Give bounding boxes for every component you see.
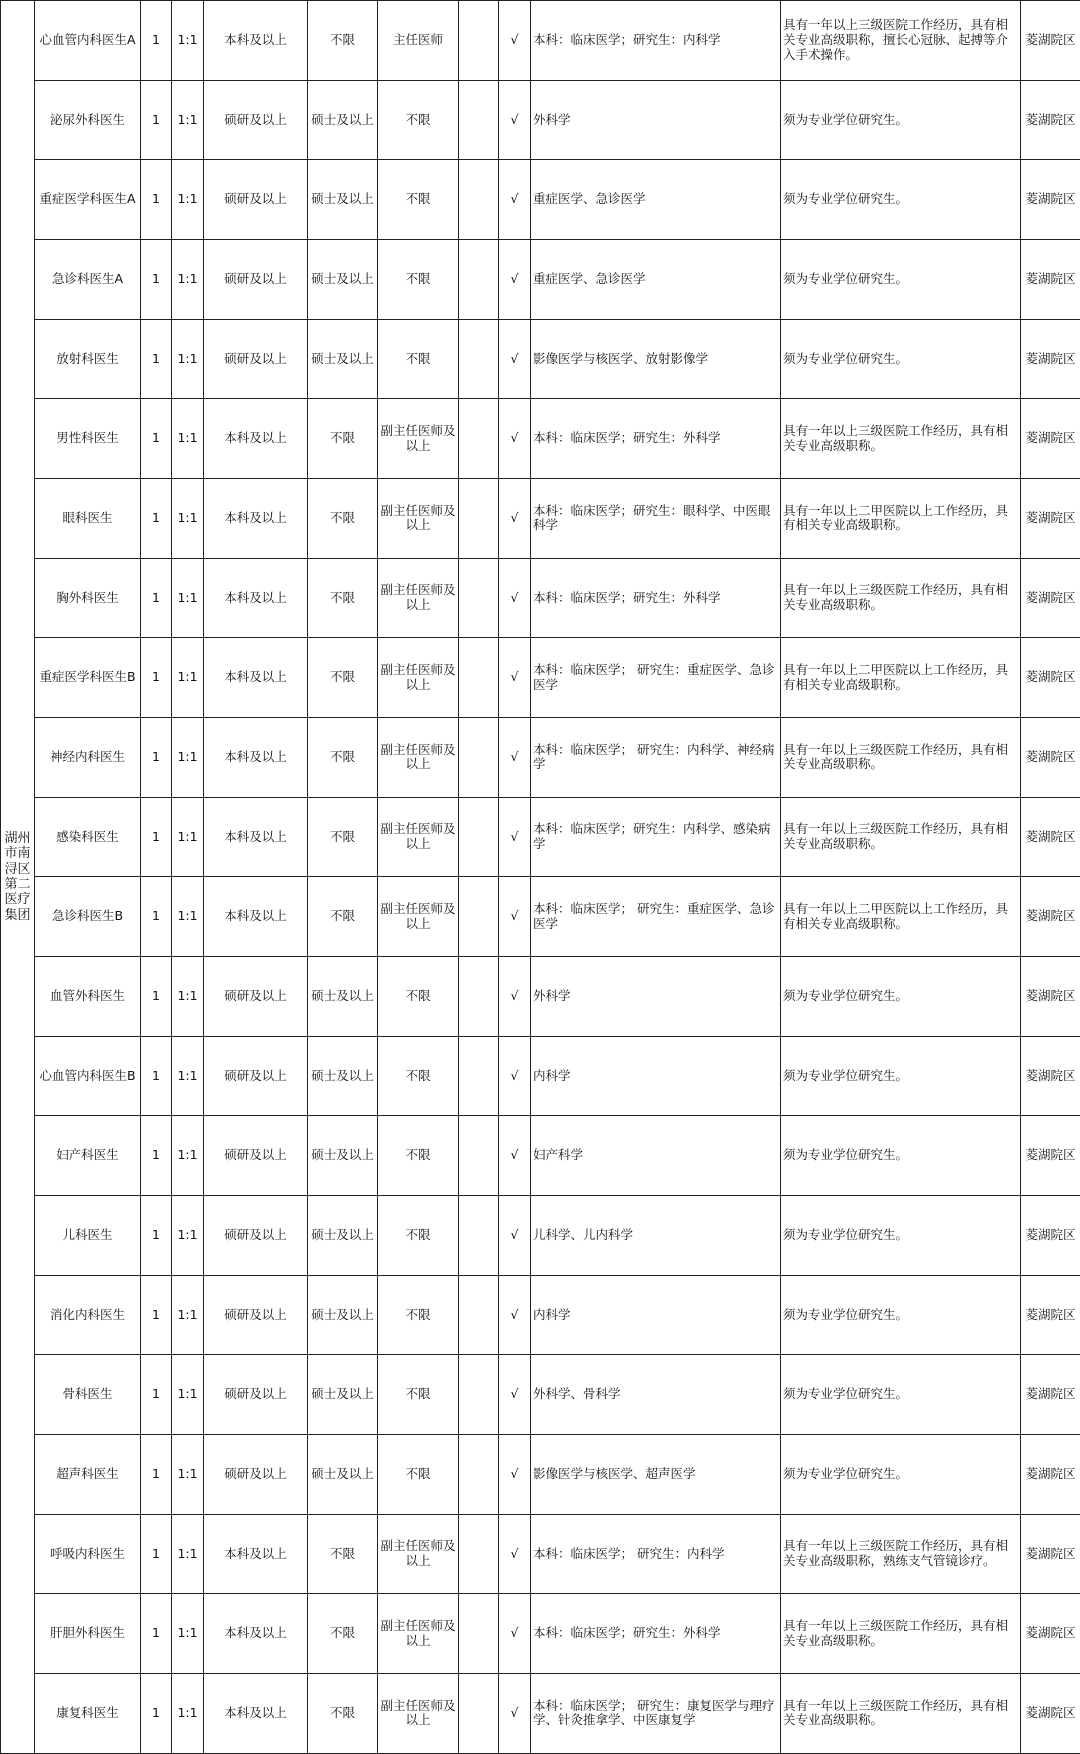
degree-cell: 不限 bbox=[308, 797, 378, 877]
headcount-cell: 1 bbox=[141, 797, 172, 877]
professional-title-cell: 不限 bbox=[378, 1196, 459, 1276]
unit-name-cell bbox=[1, 1, 35, 1754]
professional-title-cell: 不限 bbox=[378, 1116, 459, 1196]
post-name-cell: 胸外科医生 bbox=[35, 558, 141, 638]
major-cell: 重症医学、急诊医学 bbox=[531, 160, 781, 240]
checkmark-cell: √ bbox=[499, 479, 531, 559]
unit-name: 湖州市南浔区第二医疗集团 bbox=[3, 831, 32, 923]
education-cell: 本科及以上 bbox=[204, 718, 308, 798]
table-row bbox=[1, 957, 1080, 1037]
degree-cell: 不限 bbox=[308, 1594, 378, 1674]
campus-cell: 菱湖院区 bbox=[1021, 638, 1080, 718]
ratio-cell: 1:1 bbox=[172, 240, 204, 320]
post-name-cell: 急诊科医生B bbox=[35, 877, 141, 957]
ratio-cell: 1:1 bbox=[172, 80, 204, 160]
education-cell: 本科及以上 bbox=[204, 877, 308, 957]
headcount-cell: 1 bbox=[141, 479, 172, 559]
ratio-cell: 1:1 bbox=[172, 1, 204, 81]
professional-title-cell: 副主任医师及以上 bbox=[378, 1674, 459, 1754]
requirement-cell: 具有一年以上三级医院工作经历，具有相关专业高级职称。 bbox=[781, 797, 1021, 877]
checkmark-cell: √ bbox=[499, 1674, 531, 1754]
checkmark-cell: √ bbox=[499, 1594, 531, 1674]
degree-cell: 硕士及以上 bbox=[308, 1196, 378, 1276]
post-name-cell: 呼吸内科医生 bbox=[35, 1514, 141, 1594]
education-cell: 本科及以上 bbox=[204, 797, 308, 877]
table-row bbox=[1, 1, 1080, 81]
table-row bbox=[1, 479, 1080, 559]
major-cell: 本科：临床医学；研究生：内科学、感染病学 bbox=[531, 797, 781, 877]
education-cell: 本科及以上 bbox=[204, 558, 308, 638]
campus-cell: 菱湖院区 bbox=[1021, 399, 1080, 479]
major-cell: 内科学 bbox=[531, 1275, 781, 1355]
professional-title-cell: 不限 bbox=[378, 957, 459, 1037]
degree-cell: 硕士及以上 bbox=[308, 319, 378, 399]
requirement-cell: 须为专业学位研究生。 bbox=[781, 1355, 1021, 1435]
headcount-cell: 1 bbox=[141, 1, 172, 81]
degree-cell: 硕士及以上 bbox=[308, 80, 378, 160]
campus-cell: 菱湖院区 bbox=[1021, 558, 1080, 638]
ratio-cell: 1:1 bbox=[172, 1116, 204, 1196]
table-row bbox=[1, 399, 1080, 479]
blank-cell bbox=[459, 797, 499, 877]
ratio-cell: 1:1 bbox=[172, 1196, 204, 1276]
blank-cell bbox=[459, 1355, 499, 1435]
education-cell: 本科及以上 bbox=[204, 399, 308, 479]
requirement-cell: 具有一年以上三级医院工作经历，具有相关专业高级职称。 bbox=[781, 399, 1021, 479]
table-row bbox=[1, 1514, 1080, 1594]
professional-title-cell: 副主任医师及以上 bbox=[378, 797, 459, 877]
education-cell: 硕研及以上 bbox=[204, 1355, 308, 1435]
table-row bbox=[1, 1674, 1080, 1754]
major-cell: 外科学 bbox=[531, 80, 781, 160]
headcount-cell: 1 bbox=[141, 1594, 172, 1674]
education-cell: 本科及以上 bbox=[204, 1, 308, 81]
ratio-cell: 1:1 bbox=[172, 877, 204, 957]
professional-title-cell: 副主任医师及以上 bbox=[378, 1594, 459, 1674]
ratio-cell: 1:1 bbox=[172, 1355, 204, 1435]
headcount-cell: 1 bbox=[141, 1674, 172, 1754]
major-cell: 重症医学、急诊医学 bbox=[531, 240, 781, 320]
campus-cell: 菱湖院区 bbox=[1021, 797, 1080, 877]
checkmark-cell: √ bbox=[499, 319, 531, 399]
degree-cell: 不限 bbox=[308, 399, 378, 479]
table-row bbox=[1, 1196, 1080, 1276]
headcount-cell: 1 bbox=[141, 399, 172, 479]
post-name-cell: 泌尿外科医生 bbox=[35, 80, 141, 160]
table-row bbox=[1, 638, 1080, 718]
blank-cell bbox=[459, 1, 499, 81]
requirement-cell: 具有一年以上三级医院工作经历，具有相关专业高级职称。 bbox=[781, 558, 1021, 638]
campus-cell: 菱湖院区 bbox=[1021, 1196, 1080, 1276]
blank-cell bbox=[459, 160, 499, 240]
blank-cell bbox=[459, 1674, 499, 1754]
requirement-cell: 须为专业学位研究生。 bbox=[781, 240, 1021, 320]
education-cell: 硕研及以上 bbox=[204, 957, 308, 1037]
checkmark-cell: √ bbox=[499, 718, 531, 798]
professional-title-cell: 副主任医师及以上 bbox=[378, 877, 459, 957]
post-name-cell: 心血管内科医生A bbox=[35, 1, 141, 81]
checkmark-cell: √ bbox=[499, 240, 531, 320]
headcount-cell: 1 bbox=[141, 877, 172, 957]
professional-title-cell: 副主任医师及以上 bbox=[378, 479, 459, 559]
post-name-cell: 超声科医生 bbox=[35, 1435, 141, 1515]
education-cell: 硕研及以上 bbox=[204, 1275, 308, 1355]
blank-cell bbox=[459, 479, 499, 559]
post-name-cell: 急诊科医生A bbox=[35, 240, 141, 320]
blank-cell bbox=[459, 957, 499, 1037]
professional-title-cell: 副主任医师及以上 bbox=[378, 1514, 459, 1594]
ratio-cell: 1:1 bbox=[172, 1674, 204, 1754]
degree-cell: 硕士及以上 bbox=[308, 1355, 378, 1435]
major-cell: 本科：临床医学； 研究生：重症医学、急诊医学 bbox=[531, 877, 781, 957]
headcount-cell: 1 bbox=[141, 1514, 172, 1594]
campus-cell: 菱湖院区 bbox=[1021, 1275, 1080, 1355]
requirement-cell: 须为专业学位研究生。 bbox=[781, 1275, 1021, 1355]
checkmark-cell: √ bbox=[499, 797, 531, 877]
education-cell: 硕研及以上 bbox=[204, 240, 308, 320]
ratio-cell: 1:1 bbox=[172, 479, 204, 559]
post-name-cell: 放射科医生 bbox=[35, 319, 141, 399]
headcount-cell: 1 bbox=[141, 957, 172, 1037]
major-cell: 影像医学与核医学、放射影像学 bbox=[531, 319, 781, 399]
table-body bbox=[1, 1, 1080, 1754]
checkmark-cell: √ bbox=[499, 1116, 531, 1196]
ratio-cell: 1:1 bbox=[172, 319, 204, 399]
table-row bbox=[1, 877, 1080, 957]
ratio-cell: 1:1 bbox=[172, 1514, 204, 1594]
requirement-cell: 具有一年以上三级医院工作经历，具有相关专业高级职称。 bbox=[781, 1674, 1021, 1754]
campus-cell: 菱湖院区 bbox=[1021, 957, 1080, 1037]
requirement-cell: 须为专业学位研究生。 bbox=[781, 957, 1021, 1037]
degree-cell: 硕士及以上 bbox=[308, 1435, 378, 1515]
checkmark-cell: √ bbox=[499, 1036, 531, 1116]
professional-title-cell: 不限 bbox=[378, 1036, 459, 1116]
blank-cell bbox=[459, 1594, 499, 1674]
blank-cell bbox=[459, 1116, 499, 1196]
blank-cell bbox=[459, 1514, 499, 1594]
degree-cell: 硕士及以上 bbox=[308, 160, 378, 240]
campus-cell: 菱湖院区 bbox=[1021, 160, 1080, 240]
professional-title-cell: 副主任医师及以上 bbox=[378, 718, 459, 798]
post-name-cell: 男性科医生 bbox=[35, 399, 141, 479]
campus-cell: 菱湖院区 bbox=[1021, 240, 1080, 320]
degree-cell: 不限 bbox=[308, 877, 378, 957]
degree-cell: 硕士及以上 bbox=[308, 1275, 378, 1355]
major-cell: 本科：临床医学；研究生：内科学 bbox=[531, 1, 781, 81]
blank-cell bbox=[459, 319, 499, 399]
blank-cell bbox=[459, 1435, 499, 1515]
table-row bbox=[1, 718, 1080, 798]
requirement-cell: 具有一年以上三级医院工作经历，具有相关专业高级职称，擅长心冠脉、起搏等介入手术操作。 bbox=[781, 1, 1021, 81]
ratio-cell: 1:1 bbox=[172, 638, 204, 718]
requirement-cell: 具有一年以上三级医院工作经历，具有相关专业高级职称，熟练支气管镜诊疗。 bbox=[781, 1514, 1021, 1594]
post-name-cell: 血管外科医生 bbox=[35, 957, 141, 1037]
headcount-cell: 1 bbox=[141, 1275, 172, 1355]
professional-title-cell: 副主任医师及以上 bbox=[378, 399, 459, 479]
campus-cell: 菱湖院区 bbox=[1021, 1116, 1080, 1196]
ratio-cell: 1:1 bbox=[172, 558, 204, 638]
requirement-cell: 须为专业学位研究生。 bbox=[781, 160, 1021, 240]
headcount-cell: 1 bbox=[141, 80, 172, 160]
table-row bbox=[1, 319, 1080, 399]
major-cell: 本科：临床医学； 研究生：康复医学与理疗学、针灸推拿学、中医康复学 bbox=[531, 1674, 781, 1754]
table-row bbox=[1, 1036, 1080, 1116]
education-cell: 硕研及以上 bbox=[204, 1196, 308, 1276]
checkmark-cell: √ bbox=[499, 877, 531, 957]
headcount-cell: 1 bbox=[141, 718, 172, 798]
education-cell: 本科及以上 bbox=[204, 479, 308, 559]
major-cell: 本科：临床医学；研究生：外科学 bbox=[531, 399, 781, 479]
headcount-cell: 1 bbox=[141, 1116, 172, 1196]
headcount-cell: 1 bbox=[141, 1435, 172, 1515]
professional-title-cell: 不限 bbox=[378, 319, 459, 399]
checkmark-cell: √ bbox=[499, 558, 531, 638]
major-cell: 外科学、骨科学 bbox=[531, 1355, 781, 1435]
blank-cell bbox=[459, 718, 499, 798]
degree-cell: 不限 bbox=[308, 718, 378, 798]
requirement-cell: 具有一年以上三级医院工作经历，具有相关专业高级职称。 bbox=[781, 718, 1021, 798]
ratio-cell: 1:1 bbox=[172, 957, 204, 1037]
professional-title-cell: 不限 bbox=[378, 240, 459, 320]
table-row bbox=[1, 1116, 1080, 1196]
degree-cell: 硕士及以上 bbox=[308, 240, 378, 320]
checkmark-cell: √ bbox=[499, 1196, 531, 1276]
degree-cell: 不限 bbox=[308, 1514, 378, 1594]
education-cell: 本科及以上 bbox=[204, 1594, 308, 1674]
campus-cell: 菱湖院区 bbox=[1021, 877, 1080, 957]
headcount-cell: 1 bbox=[141, 160, 172, 240]
campus-cell: 菱湖院区 bbox=[1021, 1594, 1080, 1674]
requirement-cell: 须为专业学位研究生。 bbox=[781, 1116, 1021, 1196]
post-name-cell: 感染科医生 bbox=[35, 797, 141, 877]
campus-cell: 菱湖院区 bbox=[1021, 1355, 1080, 1435]
post-name-cell: 肝胆外科医生 bbox=[35, 1594, 141, 1674]
checkmark-cell: √ bbox=[499, 80, 531, 160]
education-cell: 本科及以上 bbox=[204, 638, 308, 718]
headcount-cell: 1 bbox=[141, 1036, 172, 1116]
campus-cell: 菱湖院区 bbox=[1021, 1674, 1080, 1754]
campus-cell: 菱湖院区 bbox=[1021, 1435, 1080, 1515]
post-name-cell: 儿科医生 bbox=[35, 1196, 141, 1276]
table-row bbox=[1, 80, 1080, 160]
professional-title-cell: 主任医师 bbox=[378, 1, 459, 81]
headcount-cell: 1 bbox=[141, 558, 172, 638]
campus-cell: 菱湖院区 bbox=[1021, 1, 1080, 81]
degree-cell: 不限 bbox=[308, 638, 378, 718]
requirement-cell: 须为专业学位研究生。 bbox=[781, 319, 1021, 399]
post-name-cell: 妇产科医生 bbox=[35, 1116, 141, 1196]
checkmark-cell: √ bbox=[499, 160, 531, 240]
major-cell: 影像医学与核医学、超声医学 bbox=[531, 1435, 781, 1515]
major-cell: 本科：临床医学； 研究生：内科学 bbox=[531, 1514, 781, 1594]
professional-title-cell: 不限 bbox=[378, 1275, 459, 1355]
requirement-cell: 须为专业学位研究生。 bbox=[781, 1435, 1021, 1515]
campus-cell: 菱湖院区 bbox=[1021, 718, 1080, 798]
professional-title-cell: 不限 bbox=[378, 1435, 459, 1515]
major-cell: 内科学 bbox=[531, 1036, 781, 1116]
table-row bbox=[1, 1355, 1080, 1435]
major-cell: 外科学 bbox=[531, 957, 781, 1037]
checkmark-cell: √ bbox=[499, 1355, 531, 1435]
headcount-cell: 1 bbox=[141, 240, 172, 320]
professional-title-cell: 不限 bbox=[378, 80, 459, 160]
requirement-cell: 具有一年以上二甲医院以上工作经历，具有相关专业高级职称。 bbox=[781, 479, 1021, 559]
checkmark-cell: √ bbox=[499, 638, 531, 718]
headcount-cell: 1 bbox=[141, 319, 172, 399]
requirement-cell: 须为专业学位研究生。 bbox=[781, 80, 1021, 160]
blank-cell bbox=[459, 638, 499, 718]
major-cell: 本科：临床医学；研究生：眼科学、中医眼科学 bbox=[531, 479, 781, 559]
headcount-cell: 1 bbox=[141, 638, 172, 718]
ratio-cell: 1:1 bbox=[172, 1036, 204, 1116]
education-cell: 硕研及以上 bbox=[204, 1036, 308, 1116]
checkmark-cell: √ bbox=[499, 1435, 531, 1515]
post-name-cell: 消化内科医生 bbox=[35, 1275, 141, 1355]
table-row bbox=[1, 240, 1080, 320]
campus-cell: 菱湖院区 bbox=[1021, 80, 1080, 160]
major-cell: 儿科学、儿内科学 bbox=[531, 1196, 781, 1276]
education-cell: 硕研及以上 bbox=[204, 1116, 308, 1196]
degree-cell: 硕士及以上 bbox=[308, 1036, 378, 1116]
post-name-cell: 重症医学科医生B bbox=[35, 638, 141, 718]
post-name-cell: 重症医学科医生A bbox=[35, 160, 141, 240]
requirement-cell: 须为专业学位研究生。 bbox=[781, 1036, 1021, 1116]
education-cell: 硕研及以上 bbox=[204, 160, 308, 240]
professional-title-cell: 不限 bbox=[378, 160, 459, 240]
table-row bbox=[1, 1594, 1080, 1674]
blank-cell bbox=[459, 558, 499, 638]
professional-title-cell: 副主任医师及以上 bbox=[378, 558, 459, 638]
requirement-cell: 须为专业学位研究生。 bbox=[781, 1196, 1021, 1276]
requirement-cell: 具有一年以上二甲医院以上工作经历，具有相关专业高级职称。 bbox=[781, 877, 1021, 957]
degree-cell: 不限 bbox=[308, 1, 378, 81]
degree-cell: 不限 bbox=[308, 479, 378, 559]
checkmark-cell: √ bbox=[499, 957, 531, 1037]
checkmark-cell: √ bbox=[499, 1275, 531, 1355]
campus-cell: 菱湖院区 bbox=[1021, 1036, 1080, 1116]
education-cell: 硕研及以上 bbox=[204, 1435, 308, 1515]
table-row bbox=[1, 558, 1080, 638]
headcount-cell: 1 bbox=[141, 1196, 172, 1276]
blank-cell bbox=[459, 80, 499, 160]
major-cell: 本科：临床医学；研究生：外科学 bbox=[531, 1594, 781, 1674]
blank-cell bbox=[459, 1275, 499, 1355]
ratio-cell: 1:1 bbox=[172, 1275, 204, 1355]
post-name-cell: 心血管内科医生B bbox=[35, 1036, 141, 1116]
education-cell: 本科及以上 bbox=[204, 1514, 308, 1594]
table-row bbox=[1, 1275, 1080, 1355]
degree-cell: 硕士及以上 bbox=[308, 1116, 378, 1196]
degree-cell: 硕士及以上 bbox=[308, 957, 378, 1037]
degree-cell: 不限 bbox=[308, 558, 378, 638]
post-name-cell: 眼科医生 bbox=[35, 479, 141, 559]
education-cell: 本科及以上 bbox=[204, 1674, 308, 1754]
blank-cell bbox=[459, 1036, 499, 1116]
ratio-cell: 1:1 bbox=[172, 797, 204, 877]
requirement-cell: 具有一年以上二甲医院以上工作经历，具有相关专业高级职称。 bbox=[781, 638, 1021, 718]
ratio-cell: 1:1 bbox=[172, 160, 204, 240]
table-row bbox=[1, 1435, 1080, 1515]
checkmark-cell: √ bbox=[499, 1, 531, 81]
campus-cell: 菱湖院区 bbox=[1021, 479, 1080, 559]
campus-cell: 菱湖院区 bbox=[1021, 319, 1080, 399]
campus-cell: 菱湖院区 bbox=[1021, 1514, 1080, 1594]
ratio-cell: 1:1 bbox=[172, 399, 204, 479]
ratio-cell: 1:1 bbox=[172, 718, 204, 798]
major-cell: 本科：临床医学；研究生：外科学 bbox=[531, 558, 781, 638]
ratio-cell: 1:1 bbox=[172, 1435, 204, 1515]
post-name-cell: 骨科医生 bbox=[35, 1355, 141, 1435]
major-cell: 本科：临床医学； 研究生：内科学、神经病学 bbox=[531, 718, 781, 798]
ratio-cell: 1:1 bbox=[172, 1594, 204, 1674]
checkmark-cell: √ bbox=[499, 1514, 531, 1594]
education-cell: 硕研及以上 bbox=[204, 80, 308, 160]
table-row bbox=[1, 160, 1080, 240]
degree-cell: 不限 bbox=[308, 1674, 378, 1754]
post-name-cell: 神经内科医生 bbox=[35, 718, 141, 798]
post-name-cell: 康复科医生 bbox=[35, 1674, 141, 1754]
major-cell: 本科：临床医学； 研究生：重症医学、急诊医学 bbox=[531, 638, 781, 718]
headcount-cell: 1 bbox=[141, 1355, 172, 1435]
education-cell: 硕研及以上 bbox=[204, 319, 308, 399]
major-cell: 妇产科学 bbox=[531, 1116, 781, 1196]
requirement-cell: 具有一年以上三级医院工作经历，具有相关专业高级职称。 bbox=[781, 1594, 1021, 1674]
professional-title-cell: 不限 bbox=[378, 1355, 459, 1435]
blank-cell bbox=[459, 1196, 499, 1276]
professional-title-cell: 副主任医师及以上 bbox=[378, 638, 459, 718]
blank-cell bbox=[459, 240, 499, 320]
checkmark-cell: √ bbox=[499, 399, 531, 479]
blank-cell bbox=[459, 877, 499, 957]
table-row bbox=[1, 797, 1080, 877]
blank-cell bbox=[459, 399, 499, 479]
